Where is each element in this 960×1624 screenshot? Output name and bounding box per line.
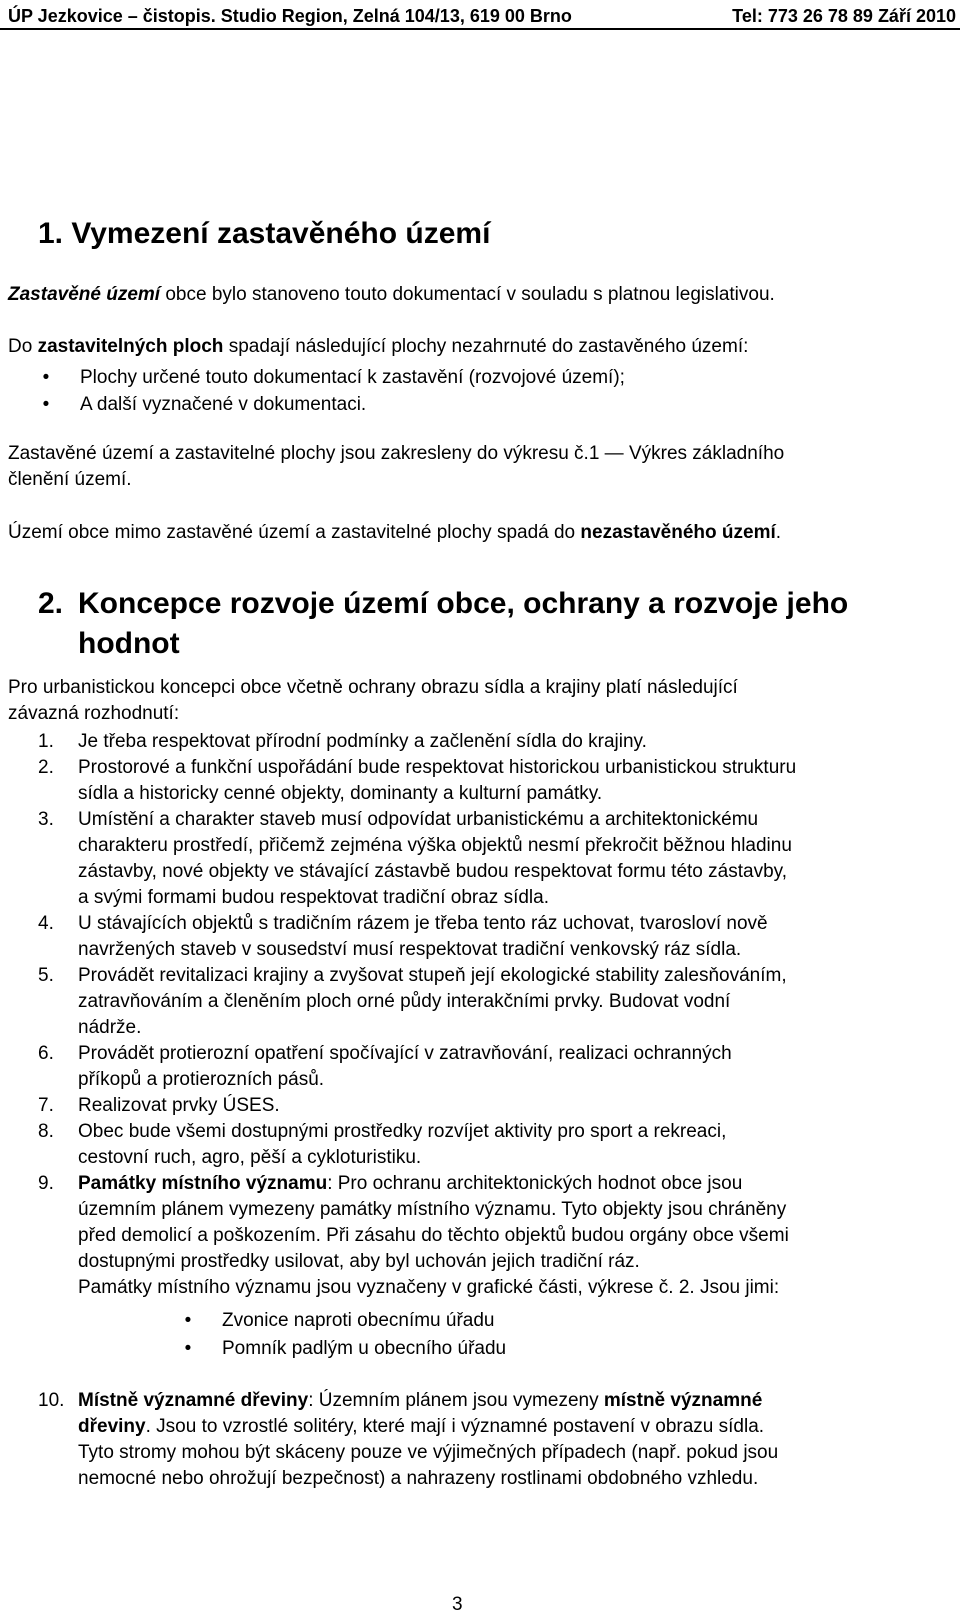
page-number: 3 — [452, 1594, 463, 1615]
section-1-paragraph-3: Zastavěné území a zastavitelné plochy jsou zakresleny do výkresu č.1 — Výkres základního členění území. — [8, 443, 785, 490]
section-1-paragraph-2: Do zastavitelných ploch spadají následující plochy nezahrnuté do zastavěného území: — [8, 336, 749, 357]
section-1-paragraph-1: Zastavěné území obce bylo stanoveno touto dokumentací v souladu s platnou legislativou. — [8, 284, 775, 305]
term-zastavitelne-plochy: zastavitelných ploch — [37, 336, 224, 357]
term-nezastavene-uzemi: nezastavěného území — [580, 522, 776, 543]
document-page: ÚP Jezkovice – čistopis. Studio Region, Zelná 104/13, 619 00 Brno Tel: 773 26 78 89 Září 2010 1. Vymezení zastavěného území Zastavěné území obce bylo stanoveno touto dokumentací v souladu s platnou legislativou. Do zastavitelných ploch spadají následující plochy nezahrnuté do zastavěného území: • Plochy určené touto dokumentací k zastavění (rozvojové území); • A další vyznačené v dokumentaci. Zastavěné území a zastavitelné plochy jsou zakresleny do výkresu č.1 — Výkres základního členění území. Území obce mimo zastavěné území a zastavitelné plochy spadá do nezastavěného území. 2. Koncepce rozvoje území obce, ochrany a rozvoje jeho hodnot Pro urbanistickou koncepci obce včetně ochrany obrazu sídla a krajiny platí následující závazná rozhodnutí: 1. Je třeba respektovat přírodní podmínky a začlenění sídla do krajiny. 2. Prostorové a funkční uspořádání bude respektovat historickou urbanistickou strukturu sídla a historicky cenné objekty, dominanty a kulturní památky. 3. Umístění a charakter staveb musí odpovídat urbanistickému a architektonickému charakteru prostředí, přičemž zejména výška objektů nesmí překročit běžnou hladinu zástavby, nové objekty ve stávající zástavbě budou respektovat formu této zástavby, a svými formami budou respektovat tradiční obraz sídla. 4. U stávajících objektů s tradičním rázem je třeba tento ráz uchovat, tvarosloví nově navržených staveb v sousedství musí respektovat tradiční venkovský ráz sídla. 5. Provádět revitalizaci krajiny a zvyšovat stupeň její ekologické stability zalesňováním, zatravňováním a členěním ploch orné půdy interakčními prvky. Budovat vodní nádrže. 6. Provádět protierozní opatření spočívající v zatravňování, realizaci ochranných příkopů a protierozních pásů. 7. Realizovat prvky ÚSES. 8. Obec bude všemi dostupnými prostředky rozvíjet aktivity pro sport a rekreaci, cestovní ruch, agro, pěší a cykloturistiku. 9. Památky místního významu: Pro ochranu architektonických hodnot obce jsou územním plánem vymezeny památky místního významu. Tyto objekty jsou chráněny před demolicí a poškozením. Při zásahu do těchto objektů budou orgány obce všemi dostupnými prostředky usilovat, aby byl uchován jejich tradiční ráz. Památky místního významu jsou vyznačeny v grafické části, výkrese č. 2. Jsou jimi: • Zvonice naproti obecnímu úřadu • Pomník padlým u obecního úřadu 10. Místně významné dřeviny: Územním plánem jsou vymezeny místně významné dřeviny. Jsou to vzrostlé solitéry, které mají i významné postavení v obrazu sídla. Tyto stromy mohou být skáceny pouze ve výjimečných případech (např. pokud jsou nemocné nebo ohrožují bezpečnost) a nahrazeny rostlinami obdobného vzhledu. 3 — [0, 0, 960, 1624]
term-pamatky-mistniho-vyznamu: Památky místního významu — [78, 1173, 328, 1194]
header-divider — [0, 28, 960, 30]
section-1-paragraph-4: Území obce mimo zastavěné území a zastavitelné plochy spadá do nezastavěného území. — [8, 522, 782, 543]
section-2-intro: Pro urbanistickou koncepci obce včetně ochrany obrazu sídla a krajiny platí následující závazná rozhodnutí: — [8, 677, 738, 724]
bullet-icon: • — [42, 367, 50, 388]
bullet-icon: • — [42, 394, 50, 415]
section-1-heading: 1. Vymezení zastavěného území — [38, 217, 491, 250]
bullet-icon: • — [184, 1338, 192, 1359]
header-left-text: ÚP Jezkovice – čistopis. Studio Region, Zelná 104/13, 619 00 Brno — [8, 6, 572, 26]
term-mistne-vyznamne-dreviny: Místně významné dřeviny — [78, 1390, 309, 1411]
term-zastavene-uzemi: Zastavěné území — [8, 284, 161, 305]
header-right-text: Tel: 773 26 78 89 Září 2010 — [732, 6, 956, 26]
bullet-icon: • — [184, 1310, 192, 1331]
